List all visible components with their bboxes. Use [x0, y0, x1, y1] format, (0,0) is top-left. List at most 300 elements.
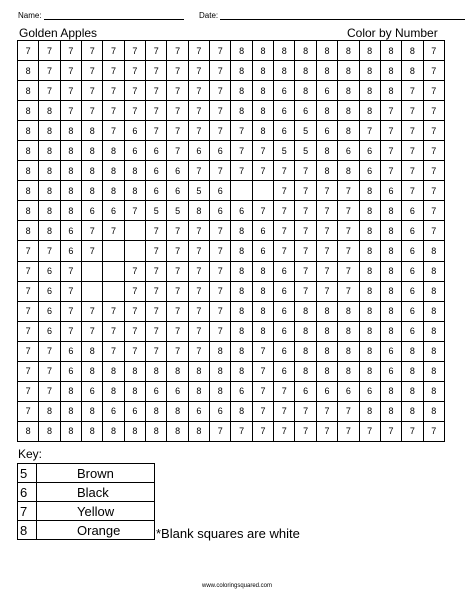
grid-cell[interactable]: 8: [338, 121, 359, 141]
grid-cell[interactable]: 6: [274, 361, 295, 381]
grid-cell[interactable]: 8: [39, 401, 60, 421]
grid-cell[interactable]: 8: [359, 61, 380, 81]
grid-cell[interactable]: 6: [146, 161, 167, 181]
grid-cell[interactable]: 7: [124, 61, 145, 81]
grid-cell[interactable]: 8: [18, 101, 39, 121]
grid-cell[interactable]: 7: [18, 381, 39, 401]
grid-cell[interactable]: 8: [39, 181, 60, 201]
grid-cell[interactable]: 8: [231, 261, 252, 281]
grid-cell[interactable]: 7: [423, 201, 444, 221]
grid-cell[interactable]: 8: [82, 121, 103, 141]
grid-cell[interactable]: 7: [39, 381, 60, 401]
grid-cell[interactable]: 7: [295, 221, 316, 241]
grid-cell[interactable]: 7: [124, 321, 145, 341]
grid-cell[interactable]: 7: [252, 421, 273, 441]
grid-cell[interactable]: 7: [402, 121, 423, 141]
grid-cell[interactable]: 8: [18, 141, 39, 161]
grid-cell[interactable]: 7: [188, 221, 209, 241]
grid-cell[interactable]: 8: [18, 221, 39, 241]
grid-cell[interactable]: 7: [18, 281, 39, 301]
name-line[interactable]: [44, 11, 184, 20]
grid-cell[interactable]: 7: [274, 221, 295, 241]
grid-cell[interactable]: 8: [252, 81, 273, 101]
grid-cell[interactable]: 7: [402, 181, 423, 201]
grid-cell[interactable]: 6: [274, 101, 295, 121]
grid-cell[interactable]: 7: [167, 321, 188, 341]
grid-cell[interactable]: 8: [252, 121, 273, 141]
grid-cell[interactable]: 7: [338, 181, 359, 201]
grid-cell[interactable]: 5: [274, 141, 295, 161]
grid-cell[interactable]: 6: [402, 241, 423, 261]
grid-cell[interactable]: 7: [338, 281, 359, 301]
grid-cell[interactable]: 6: [316, 121, 337, 141]
grid-cell[interactable]: 8: [359, 281, 380, 301]
grid-cell[interactable]: 7: [60, 61, 81, 81]
grid-cell[interactable]: 7: [338, 261, 359, 281]
grid-cell[interactable]: 8: [231, 321, 252, 341]
grid-cell[interactable]: 7: [82, 301, 103, 321]
grid-cell[interactable]: 7: [167, 261, 188, 281]
grid-cell[interactable]: 8: [316, 141, 337, 161]
grid-cell[interactable]: 6: [231, 381, 252, 401]
grid-cell[interactable]: 8: [124, 161, 145, 181]
grid-cell[interactable]: 7: [423, 61, 444, 81]
grid-cell[interactable]: 6: [210, 401, 231, 421]
grid-cell[interactable]: 6: [338, 381, 359, 401]
grid-cell[interactable]: 8: [380, 221, 401, 241]
grid-cell[interactable]: 7: [380, 141, 401, 161]
grid-cell[interactable]: 8: [402, 361, 423, 381]
grid-cell[interactable]: 7: [380, 121, 401, 141]
grid-cell[interactable]: 6: [274, 301, 295, 321]
grid-cell[interactable]: 7: [210, 101, 231, 121]
grid-cell[interactable]: 8: [231, 361, 252, 381]
grid-cell[interactable]: 6: [124, 141, 145, 161]
grid-cell[interactable]: 7: [210, 281, 231, 301]
grid-cell[interactable]: 8: [359, 41, 380, 61]
grid-cell[interactable]: 8: [402, 61, 423, 81]
grid-cell[interactable]: 7: [146, 301, 167, 321]
grid-cell[interactable]: 8: [231, 401, 252, 421]
grid-cell[interactable]: 8: [167, 401, 188, 421]
grid-cell[interactable]: 8: [295, 341, 316, 361]
grid-cell[interactable]: 7: [380, 421, 401, 441]
grid-cell[interactable]: 8: [60, 381, 81, 401]
grid-cell[interactable]: 8: [252, 301, 273, 321]
grid-cell[interactable]: 8: [103, 141, 124, 161]
grid-cell[interactable]: 8: [231, 301, 252, 321]
grid-cell[interactable]: 8: [188, 201, 209, 221]
grid-cell[interactable]: 8: [18, 201, 39, 221]
grid-cell[interactable]: 8: [402, 401, 423, 421]
grid-cell[interactable]: 7: [167, 241, 188, 261]
grid-cell[interactable]: 7: [18, 361, 39, 381]
grid-cell[interactable]: 7: [167, 341, 188, 361]
grid-cell[interactable]: 7: [316, 221, 337, 241]
grid-cell[interactable]: 5: [295, 141, 316, 161]
grid-cell[interactable]: 7: [146, 281, 167, 301]
grid-cell[interactable]: 8: [338, 301, 359, 321]
grid-cell[interactable]: 6: [402, 261, 423, 281]
grid-cell[interactable]: 6: [146, 181, 167, 201]
grid-cell[interactable]: 8: [210, 381, 231, 401]
grid-cell[interactable]: 8: [402, 381, 423, 401]
grid-cell[interactable]: 8: [231, 341, 252, 361]
grid-cell[interactable]: 8: [252, 41, 273, 61]
grid-cell[interactable]: 8: [380, 301, 401, 321]
grid-cell[interactable]: [103, 281, 124, 301]
grid-cell[interactable]: 7: [167, 81, 188, 101]
grid-cell[interactable]: 7: [274, 421, 295, 441]
grid-cell[interactable]: 8: [359, 401, 380, 421]
grid-cell[interactable]: 7: [423, 41, 444, 61]
grid-cell[interactable]: 8: [380, 61, 401, 81]
grid-cell[interactable]: 8: [103, 161, 124, 181]
grid-cell[interactable]: 7: [82, 101, 103, 121]
grid-cell[interactable]: 6: [39, 321, 60, 341]
grid-cell[interactable]: 7: [39, 61, 60, 81]
grid-cell[interactable]: 8: [316, 321, 337, 341]
grid-cell[interactable]: 7: [274, 161, 295, 181]
grid-cell[interactable]: 7: [380, 161, 401, 181]
grid-cell[interactable]: 8: [18, 61, 39, 81]
grid-cell[interactable]: 8: [338, 361, 359, 381]
grid-cell[interactable]: 8: [359, 361, 380, 381]
grid-cell[interactable]: 8: [124, 181, 145, 201]
grid-cell[interactable]: 8: [380, 321, 401, 341]
grid-cell[interactable]: 8: [359, 101, 380, 121]
grid-cell[interactable]: 8: [423, 241, 444, 261]
grid-cell[interactable]: [82, 281, 103, 301]
grid-cell[interactable]: 7: [210, 301, 231, 321]
grid-cell[interactable]: 7: [231, 421, 252, 441]
grid-cell[interactable]: 6: [274, 281, 295, 301]
grid-cell[interactable]: 7: [103, 301, 124, 321]
grid-cell[interactable]: 8: [316, 341, 337, 361]
grid-cell[interactable]: 7: [423, 121, 444, 141]
grid-cell[interactable]: 7: [146, 261, 167, 281]
grid-cell[interactable]: 8: [359, 201, 380, 221]
grid-cell[interactable]: 7: [188, 61, 209, 81]
grid-cell[interactable]: 7: [103, 221, 124, 241]
grid-cell[interactable]: 8: [18, 81, 39, 101]
grid-cell[interactable]: 7: [39, 341, 60, 361]
grid-cell[interactable]: 8: [295, 61, 316, 81]
grid-cell[interactable]: 6: [402, 321, 423, 341]
grid-cell[interactable]: 8: [316, 361, 337, 381]
grid-cell[interactable]: 7: [423, 101, 444, 121]
grid-cell[interactable]: 6: [274, 81, 295, 101]
grid-cell[interactable]: 8: [103, 361, 124, 381]
grid-cell[interactable]: 7: [124, 41, 145, 61]
grid-cell[interactable]: 7: [146, 41, 167, 61]
grid-cell[interactable]: 8: [60, 161, 81, 181]
grid-cell[interactable]: 7: [124, 341, 145, 361]
grid-cell[interactable]: 6: [380, 181, 401, 201]
grid-cell[interactable]: 6: [60, 341, 81, 361]
grid-cell[interactable]: 8: [295, 321, 316, 341]
grid-cell[interactable]: 6: [124, 121, 145, 141]
grid-cell[interactable]: 8: [82, 341, 103, 361]
grid-cell[interactable]: 7: [423, 161, 444, 181]
grid-cell[interactable]: 7: [402, 81, 423, 101]
grid-cell[interactable]: 8: [82, 421, 103, 441]
grid-cell[interactable]: 7: [82, 41, 103, 61]
grid-cell[interactable]: 7: [423, 421, 444, 441]
grid-cell[interactable]: 7: [231, 141, 252, 161]
grid-cell[interactable]: 8: [295, 81, 316, 101]
grid-cell[interactable]: 8: [380, 81, 401, 101]
grid-cell[interactable]: 8: [338, 321, 359, 341]
grid-cell[interactable]: 7: [402, 101, 423, 121]
grid-cell[interactable]: 8: [39, 121, 60, 141]
grid-cell[interactable]: 8: [60, 141, 81, 161]
grid-cell[interactable]: 7: [82, 221, 103, 241]
grid-cell[interactable]: 8: [380, 241, 401, 261]
date-field[interactable]: [199, 11, 465, 20]
grid-cell[interactable]: 6: [39, 281, 60, 301]
grid-cell[interactable]: 6: [231, 201, 252, 221]
grid-cell[interactable]: 8: [380, 201, 401, 221]
grid-cell[interactable]: 7: [124, 201, 145, 221]
grid-cell[interactable]: 6: [146, 141, 167, 161]
grid-cell[interactable]: 7: [103, 41, 124, 61]
grid-cell[interactable]: 7: [18, 241, 39, 261]
name-field[interactable]: [18, 11, 184, 20]
grid-cell[interactable]: 7: [402, 141, 423, 161]
grid-cell[interactable]: 7: [402, 421, 423, 441]
grid-cell[interactable]: 7: [39, 361, 60, 381]
grid-cell[interactable]: 6: [39, 301, 60, 321]
grid-cell[interactable]: 7: [295, 201, 316, 221]
grid-cell[interactable]: 6: [210, 181, 231, 201]
grid-cell[interactable]: 6: [146, 381, 167, 401]
grid-cell[interactable]: [82, 261, 103, 281]
grid-cell[interactable]: 8: [39, 141, 60, 161]
grid-cell[interactable]: 6: [316, 381, 337, 401]
grid-cell[interactable]: 8: [103, 181, 124, 201]
grid-cell[interactable]: 7: [167, 121, 188, 141]
grid-cell[interactable]: 6: [124, 401, 145, 421]
grid-cell[interactable]: 7: [295, 241, 316, 261]
grid-cell[interactable]: 6: [359, 141, 380, 161]
grid-cell[interactable]: 7: [274, 201, 295, 221]
grid-cell[interactable]: 7: [210, 421, 231, 441]
grid-cell[interactable]: 7: [167, 41, 188, 61]
grid-cell[interactable]: 8: [82, 361, 103, 381]
grid-cell[interactable]: 8: [188, 421, 209, 441]
grid-cell[interactable]: [103, 241, 124, 261]
grid-cell[interactable]: 7: [167, 61, 188, 81]
grid-cell[interactable]: 8: [380, 41, 401, 61]
grid-cell[interactable]: 8: [231, 281, 252, 301]
grid-cell[interactable]: 8: [18, 181, 39, 201]
grid-cell[interactable]: 7: [338, 421, 359, 441]
grid-cell[interactable]: 8: [380, 381, 401, 401]
grid-cell[interactable]: 7: [124, 101, 145, 121]
grid-cell[interactable]: 8: [252, 321, 273, 341]
grid-cell[interactable]: 7: [188, 301, 209, 321]
grid-cell[interactable]: 7: [316, 421, 337, 441]
grid-cell[interactable]: 6: [167, 381, 188, 401]
grid-cell[interactable]: 7: [210, 121, 231, 141]
grid-cell[interactable]: 7: [210, 41, 231, 61]
grid-cell[interactable]: 7: [39, 241, 60, 261]
grid-cell[interactable]: 7: [103, 321, 124, 341]
grid-cell[interactable]: 7: [18, 41, 39, 61]
grid-cell[interactable]: 6: [338, 141, 359, 161]
grid-cell[interactable]: 6: [402, 201, 423, 221]
grid-cell[interactable]: 8: [18, 161, 39, 181]
grid-cell[interactable]: 7: [167, 221, 188, 241]
grid-cell[interactable]: 8: [338, 61, 359, 81]
grid-cell[interactable]: 5: [188, 181, 209, 201]
grid-cell[interactable]: 7: [18, 341, 39, 361]
grid-cell[interactable]: 8: [231, 81, 252, 101]
grid-cell[interactable]: 8: [82, 401, 103, 421]
grid-cell[interactable]: 8: [252, 261, 273, 281]
grid-cell[interactable]: 6: [252, 221, 273, 241]
grid-cell[interactable]: 7: [167, 281, 188, 301]
grid-cell[interactable]: 7: [188, 41, 209, 61]
grid-cell[interactable]: 7: [402, 161, 423, 181]
grid-cell[interactable]: 8: [231, 101, 252, 121]
grid-cell[interactable]: 7: [39, 81, 60, 101]
grid-cell[interactable]: 6: [82, 201, 103, 221]
grid-cell[interactable]: 7: [103, 101, 124, 121]
grid-cell[interactable]: 7: [188, 261, 209, 281]
grid-cell[interactable]: 7: [146, 341, 167, 361]
grid-cell[interactable]: 7: [338, 241, 359, 261]
grid-cell[interactable]: 8: [380, 281, 401, 301]
grid-cell[interactable]: 8: [402, 341, 423, 361]
grid-cell[interactable]: 7: [146, 61, 167, 81]
grid-cell[interactable]: 6: [295, 101, 316, 121]
grid-cell[interactable]: 7: [295, 281, 316, 301]
grid-cell[interactable]: 8: [39, 101, 60, 121]
grid-cell[interactable]: 8: [146, 361, 167, 381]
grid-cell[interactable]: 7: [146, 81, 167, 101]
grid-cell[interactable]: 7: [60, 41, 81, 61]
grid-cell[interactable]: 8: [316, 61, 337, 81]
grid-cell[interactable]: [124, 241, 145, 261]
grid-cell[interactable]: 8: [39, 161, 60, 181]
grid-cell[interactable]: 6: [210, 141, 231, 161]
grid-cell[interactable]: 8: [380, 261, 401, 281]
grid-cell[interactable]: 8: [210, 341, 231, 361]
grid-cell[interactable]: 7: [103, 81, 124, 101]
grid-cell[interactable]: 7: [60, 281, 81, 301]
grid-cell[interactable]: 7: [82, 241, 103, 261]
grid-cell[interactable]: 8: [316, 161, 337, 181]
grid-cell[interactable]: 7: [274, 381, 295, 401]
grid-cell[interactable]: 7: [210, 81, 231, 101]
grid-cell[interactable]: 7: [316, 181, 337, 201]
grid-cell[interactable]: [103, 261, 124, 281]
grid-cell[interactable]: 7: [124, 301, 145, 321]
grid-cell[interactable]: 8: [60, 181, 81, 201]
grid-cell[interactable]: 6: [103, 201, 124, 221]
grid-cell[interactable]: 6: [60, 241, 81, 261]
grid-cell[interactable]: 7: [252, 201, 273, 221]
grid-cell[interactable]: 7: [60, 101, 81, 121]
grid-cell[interactable]: 7: [124, 81, 145, 101]
grid-cell[interactable]: 8: [231, 241, 252, 261]
grid-cell[interactable]: 7: [39, 41, 60, 61]
grid-cell[interactable]: 8: [359, 81, 380, 101]
grid-cell[interactable]: 6: [252, 241, 273, 261]
grid-cell[interactable]: 8: [60, 201, 81, 221]
grid-cell[interactable]: 8: [124, 361, 145, 381]
grid-cell[interactable]: 6: [380, 361, 401, 381]
grid-cell[interactable]: 7: [274, 181, 295, 201]
grid-cell[interactable]: 8: [124, 381, 145, 401]
grid-cell[interactable]: 7: [252, 381, 273, 401]
grid-cell[interactable]: 7: [124, 261, 145, 281]
grid-cell[interactable]: 7: [60, 321, 81, 341]
grid-cell[interactable]: 7: [82, 81, 103, 101]
grid-cell[interactable]: 8: [18, 421, 39, 441]
grid-cell[interactable]: 8: [167, 361, 188, 381]
grid-cell[interactable]: 7: [295, 161, 316, 181]
grid-cell[interactable]: 8: [274, 41, 295, 61]
grid-cell[interactable]: 7: [82, 321, 103, 341]
grid-cell[interactable]: 7: [423, 81, 444, 101]
grid-cell[interactable]: 8: [423, 401, 444, 421]
grid-cell[interactable]: 8: [423, 381, 444, 401]
grid-cell[interactable]: 7: [60, 261, 81, 281]
grid-cell[interactable]: 7: [295, 421, 316, 441]
grid-cell[interactable]: 6: [103, 401, 124, 421]
grid-cell[interactable]: 7: [188, 121, 209, 141]
grid-cell[interactable]: 5: [146, 201, 167, 221]
grid-cell[interactable]: 8: [146, 421, 167, 441]
grid-cell[interactable]: 5: [295, 121, 316, 141]
grid-cell[interactable]: 8: [295, 301, 316, 321]
grid-cell[interactable]: 6: [274, 261, 295, 281]
grid-cell[interactable]: 7: [210, 61, 231, 81]
grid-cell[interactable]: 8: [423, 321, 444, 341]
grid-cell[interactable]: 7: [188, 161, 209, 181]
grid-cell[interactable]: 7: [295, 181, 316, 201]
grid-cell[interactable]: 7: [188, 321, 209, 341]
grid-cell[interactable]: 7: [274, 401, 295, 421]
grid-cell[interactable]: 6: [295, 381, 316, 401]
grid-cell[interactable]: 7: [82, 61, 103, 81]
grid-cell[interactable]: 7: [338, 401, 359, 421]
grid-cell[interactable]: 6: [210, 201, 231, 221]
grid-cell[interactable]: 7: [210, 221, 231, 241]
grid-cell[interactable]: 6: [402, 221, 423, 241]
grid-cell[interactable]: 8: [167, 421, 188, 441]
grid-cell[interactable]: 6: [167, 161, 188, 181]
grid-cell[interactable]: 7: [231, 161, 252, 181]
grid-cell[interactable]: 7: [231, 121, 252, 141]
grid-cell[interactable]: 8: [103, 381, 124, 401]
grid-cell[interactable]: 8: [60, 421, 81, 441]
grid-cell[interactable]: 7: [188, 281, 209, 301]
grid-cell[interactable]: 8: [210, 361, 231, 381]
grid-cell[interactable]: 8: [423, 281, 444, 301]
grid-cell[interactable]: 7: [18, 401, 39, 421]
grid-cell[interactable]: 8: [338, 341, 359, 361]
grid-cell[interactable]: 6: [359, 381, 380, 401]
grid-cell[interactable]: 7: [146, 241, 167, 261]
grid-cell[interactable]: 6: [39, 261, 60, 281]
grid-cell[interactable]: 8: [82, 181, 103, 201]
grid-cell[interactable]: 8: [124, 421, 145, 441]
grid-cell[interactable]: 8: [295, 361, 316, 381]
